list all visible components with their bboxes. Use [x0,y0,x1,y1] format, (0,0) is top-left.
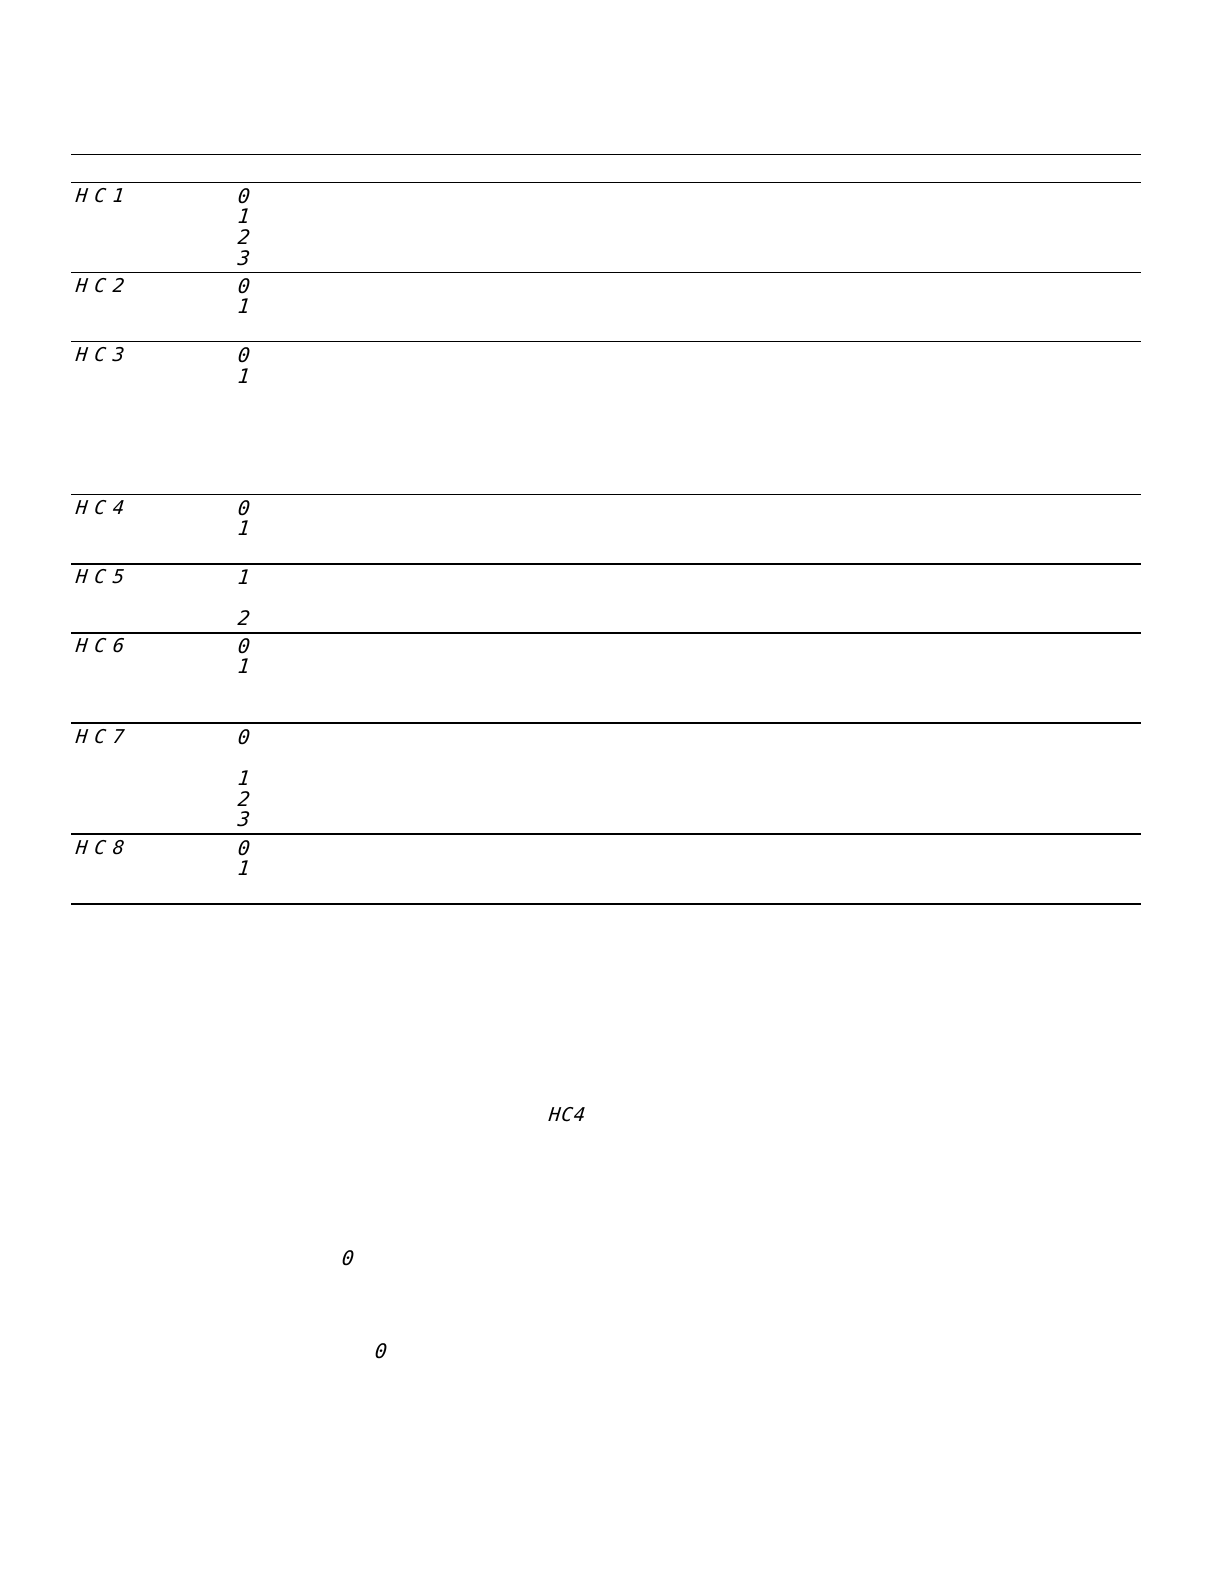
row-divider [71,722,1141,724]
row-code-hc2: HC2 [74,275,133,297]
hc7-value-2: 2 [236,787,252,811]
hc6-value-1: 1 [236,654,252,678]
hc2-value-0: 0 [236,274,252,298]
hc4-value-1: 1 [236,516,252,540]
hc5-value-1: 1 [236,565,252,589]
hc7-value-3: 3 [236,807,252,831]
row-code-hc1: HC1 [74,185,133,207]
row-divider [71,632,1141,634]
row-divider [71,341,1141,342]
row-divider [71,494,1141,495]
row-code-hc8: HC8 [74,837,133,859]
row-divider [71,563,1141,565]
row-code-hc3: HC3 [74,344,133,366]
hc8-value-1: 1 [236,856,252,880]
row-divider [71,272,1141,273]
hc2-value-1: 1 [236,294,252,318]
row-code-hc5: HC5 [74,566,133,588]
inline-value-0-second: 0 [373,1339,389,1363]
hc1-value-3: 3 [236,246,252,270]
header-rule [71,182,1141,183]
row-code-hc7: HC7 [74,726,133,748]
hc8-value-0: 0 [236,836,252,860]
hc3-value-0: 0 [236,343,252,367]
hc1-value-1: 1 [236,204,252,228]
hc3-value-1: 1 [236,364,252,388]
hc5-value-2: 2 [236,606,252,630]
hc1-value-0: 0 [236,184,252,208]
hc1-value-2: 2 [236,225,252,249]
inline-code-hc4: HC4 [547,1104,588,1126]
hc7-value-1: 1 [236,766,252,790]
table-bottom-rule [71,903,1141,905]
row-code-hc4: HC4 [74,497,133,519]
table-top-rule [71,154,1141,155]
hc7-value-0: 0 [236,725,252,749]
row-code-hc6: HC6 [74,635,133,657]
row-divider [71,833,1141,835]
inline-value-0: 0 [340,1246,356,1270]
hc6-value-0: 0 [236,634,252,658]
hc4-value-0: 0 [236,496,252,520]
